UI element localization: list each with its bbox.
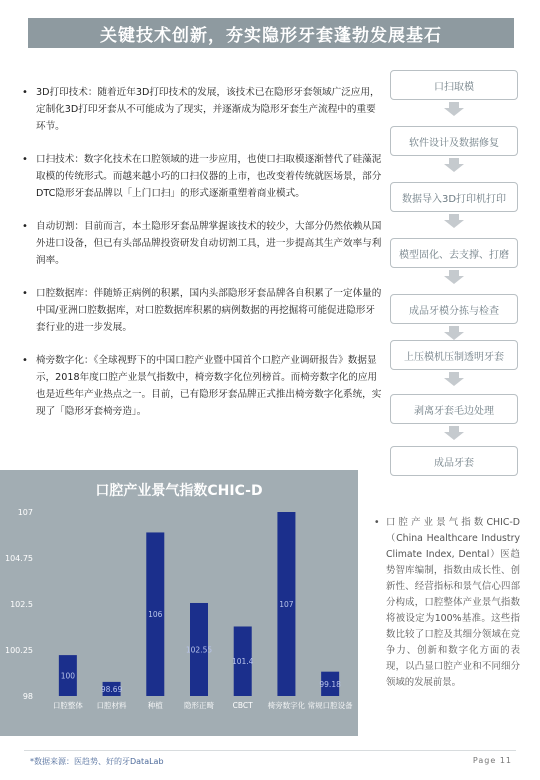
process-step-sorting-inspection: 成品牙模分拣与检查: [390, 294, 518, 324]
process-step-model-curing: 模型固化、去支撑、打磨: [390, 238, 518, 268]
category-label: 椅旁数字化: [267, 701, 306, 710]
data-source-note: *数据来源：医趋势、好的牙DataLab: [30, 757, 164, 766]
bullet-3d-printing: • 3D打印技术：随着近年3D打印技术的发展，该技术已在隐形牙套领域广泛应用，定制化3D打印牙套从不可能成为了现实，并逐渐成为隐形牙套生产流程中的重要环节。: [22, 84, 384, 135]
y-tick-label: 104.75: [5, 554, 33, 563]
bar-value-label: 101.4: [231, 657, 254, 667]
flow-arrow-icon: [444, 164, 464, 172]
category-label: 隐形正畸: [184, 701, 214, 710]
process-step-trimming: 剥离牙套毛边处理: [390, 394, 518, 424]
flow-arrow-icon: [444, 378, 464, 386]
y-tick-label: 100.25: [5, 646, 33, 655]
process-step-finished-aligner: 成品牙套: [390, 446, 518, 476]
page-title: 关键技术创新，夯实隐形牙套蓬勃发展基石: [28, 18, 514, 48]
chart-title: 口腔产业景气指数CHIC-D: [95, 483, 263, 499]
chart-description: • 口腔产业景气指数CHIC-D（China Healthcare Industry Climate Index, Dental）医趋势智库编制，指数由成长性、创新性、经营指标和景气信心四部分构成，口腔整体产业景气指数将被设定为100%基准。这些指数比较了口腔及其细分领域在竞争力、创新和数字化方面的表现，以凸显口腔产业和不同细分领域的发展前景。: [372, 515, 520, 691]
bar-value-label: 99.18: [319, 679, 341, 689]
page-number: Page 11: [472, 756, 512, 765]
bullet-auto-cutting: • 自动切割：目前而言，本土隐形牙套品牌掌握该技术的较少，大部分仍然依赖从国外进口设备，但已有头部品牌投资研发自动切割工具，进一步提高其生产效率与利润率。: [22, 218, 384, 269]
bar-value-label: 98.69: [100, 684, 123, 694]
category-label: 种植: [147, 701, 163, 710]
category-label: 口腔材料: [96, 701, 127, 710]
y-tick-label: 107: [17, 508, 33, 517]
process-step-software-design: 软件设计及数据修复: [390, 126, 518, 156]
flow-arrow-icon: [444, 220, 464, 228]
bar-value-label: 102.55: [185, 645, 213, 655]
bullet-chairside-digital: • 椅旁数字化：《全球视野下的中国口腔产业暨中国首个口腔产业调研报告》数据显示，2018年度口腔产业景气指数中，椅旁数字化位列榜首。而椅旁数字化的应用也是近些年产业热点之一。目前，已有隐形牙套品牌正式推出椅旁数字化系统，实现了「隐形牙套椅旁造」。: [22, 352, 384, 420]
flow-arrow-icon: [444, 332, 464, 340]
process-step-3d-print: 数据导入3D打印机打印: [390, 182, 518, 212]
category-label: 常规口腔设备: [307, 701, 353, 710]
y-tick-label: 102.5: [10, 600, 33, 609]
flow-arrow-icon: [444, 276, 464, 284]
technology-bullet-list: [22, 84, 384, 420]
footer-divider: [24, 750, 516, 751]
process-step-thermoforming: 上压模机压制透明牙套: [390, 340, 518, 370]
bullet-oral-database: • 口腔数据库：伴随矫正病例的积累，国内头部隐形牙套品牌各自积累了一定体量的中国/亚洲口腔数据库，对口腔数据库积累的病例数据的再挖掘将可能促进隐形牙套行业的进一步发展。: [22, 285, 384, 336]
category-label: 口腔整体: [52, 701, 83, 710]
bar-value-label: 106: [148, 610, 163, 620]
y-tick-label: 98: [22, 692, 33, 701]
flow-arrow-icon: [444, 432, 464, 440]
bar-value-label: 107: [279, 600, 294, 609]
process-step-oral-scan: 口扫取模: [390, 70, 518, 100]
bullet-intraoral-scan: • 口扫技术：数字化技术在口腔领域的进一步应用，也使口扫取模逐渐替代了硅藻泥取模的传统形式。而越来越小巧的口扫仪器的上市，也改变着传统就医场景，部分DTC隐形牙套品牌以「上门口扫」的形式逐渐重塑着商业模式。: [22, 151, 384, 202]
category-label: CBCT: [232, 701, 253, 710]
bar-value-label: 100: [60, 671, 76, 681]
flow-arrow-icon: [444, 108, 464, 116]
chic-d-bar-chart: [0, 500, 358, 736]
